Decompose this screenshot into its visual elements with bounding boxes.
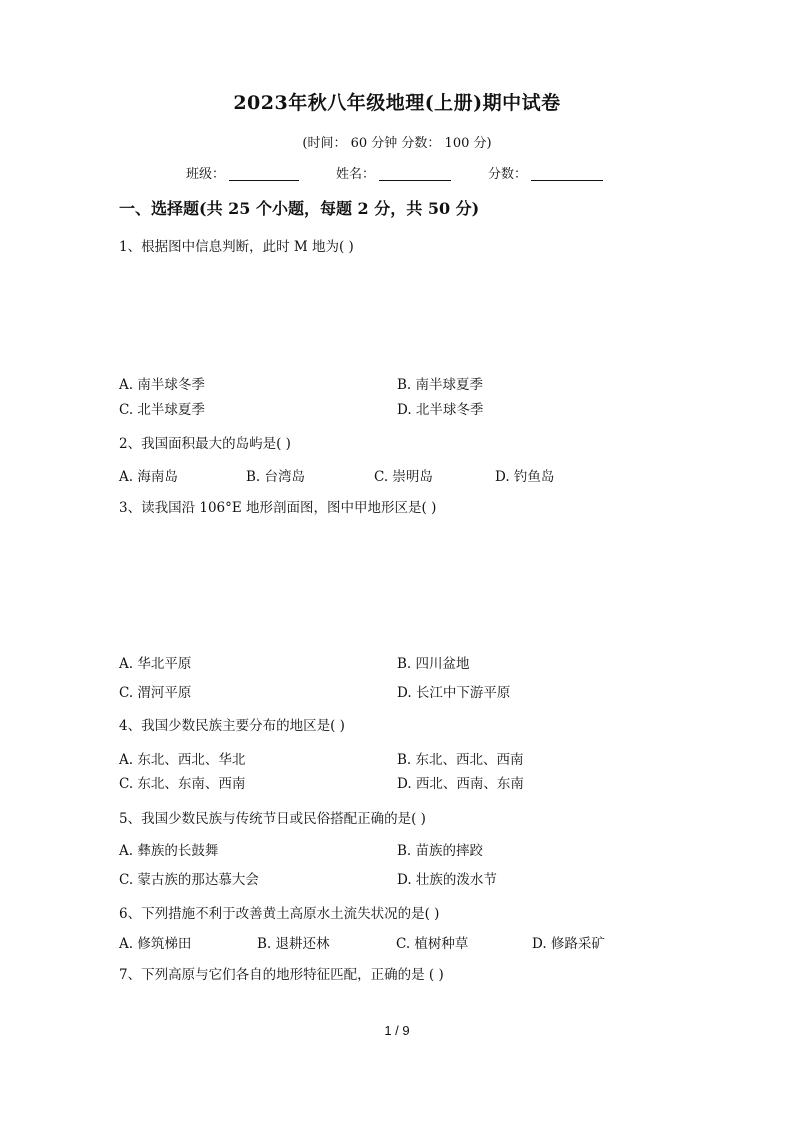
option-c: C. 植树种草 [396,936,469,952]
class-label: 班级： [186,167,226,182]
option-b: B. 退耕还林 [257,936,330,952]
name-field [336,163,451,182]
option-c: C. 蒙古族的那达慕大会 [119,872,259,888]
option-a: A. 华北平原 [119,656,192,672]
option-d: D. 北半球冬季 [397,402,484,418]
option-b: B. 南半球夏季 [397,377,484,393]
option-a: A. 修筑梯田 [119,936,192,952]
section-heading: 一、选择题(共 25 个小题，每题 2 分，共 50 分) [119,199,480,218]
option-b: B. 苗族的摔跤 [397,843,484,859]
question-stem: 4、我国少数民族主要分布的地区是( ) [119,718,345,734]
page-title: 2023年秋八年级地理(上册)期中试卷 [233,92,561,114]
question-stem: 1、根据图中信息判断，此时 M 地为( ) [119,239,354,255]
name-label: 姓名： [336,167,376,182]
name-blank [379,166,451,181]
option-d: D. 钓鱼岛 [495,469,555,485]
option-a: A. 南半球冬季 [119,377,205,393]
option-d: D. 修路采矿 [532,936,605,952]
exam-time-score: (时间： 60 分钟 分数： 100 分) [302,136,492,151]
option-b: B. 台湾岛 [246,469,306,485]
class-blank [229,166,299,181]
score-field [488,163,603,182]
option-b: B. 东北、西北、西南 [397,752,524,768]
page-number: 1 / 9 [384,1023,410,1038]
option-a: A. 海南岛 [119,469,178,485]
option-d: D. 西北、西南、东南 [397,776,524,792]
option-a: A. 东北、西北、华北 [119,752,246,768]
score-label: 分数： [488,167,528,182]
question-stem: 7、下列高原与它们各自的地形特征匹配，正确的是 ( ) [119,967,444,983]
option-c: C. 东北、东南、西南 [119,776,246,792]
question-stem: 2、我国面积最大的岛屿是( ) [119,436,291,452]
score-blank [531,166,603,181]
option-c: C. 崇明岛 [374,469,433,485]
option-c: C. 渭河平原 [119,685,192,701]
option-c: C. 北半球夏季 [119,402,205,418]
option-b: B. 四川盆地 [397,656,470,672]
option-a: A. 彝族的长鼓舞 [119,843,219,859]
question-stem: 5、我国少数民族与传统节日或民俗搭配正确的是( ) [119,811,426,827]
question-stem: 6、下列措施不利于改善黄土高原水土流失状况的是( ) [119,906,440,922]
option-d: D. 长江中下游平原 [397,685,511,701]
option-d: D. 壮族的泼水节 [397,872,497,888]
class-field [186,163,299,182]
question-stem: 3、读我国沿 106°E 地形剖面图，图中甲地形区是( ) [119,500,437,516]
